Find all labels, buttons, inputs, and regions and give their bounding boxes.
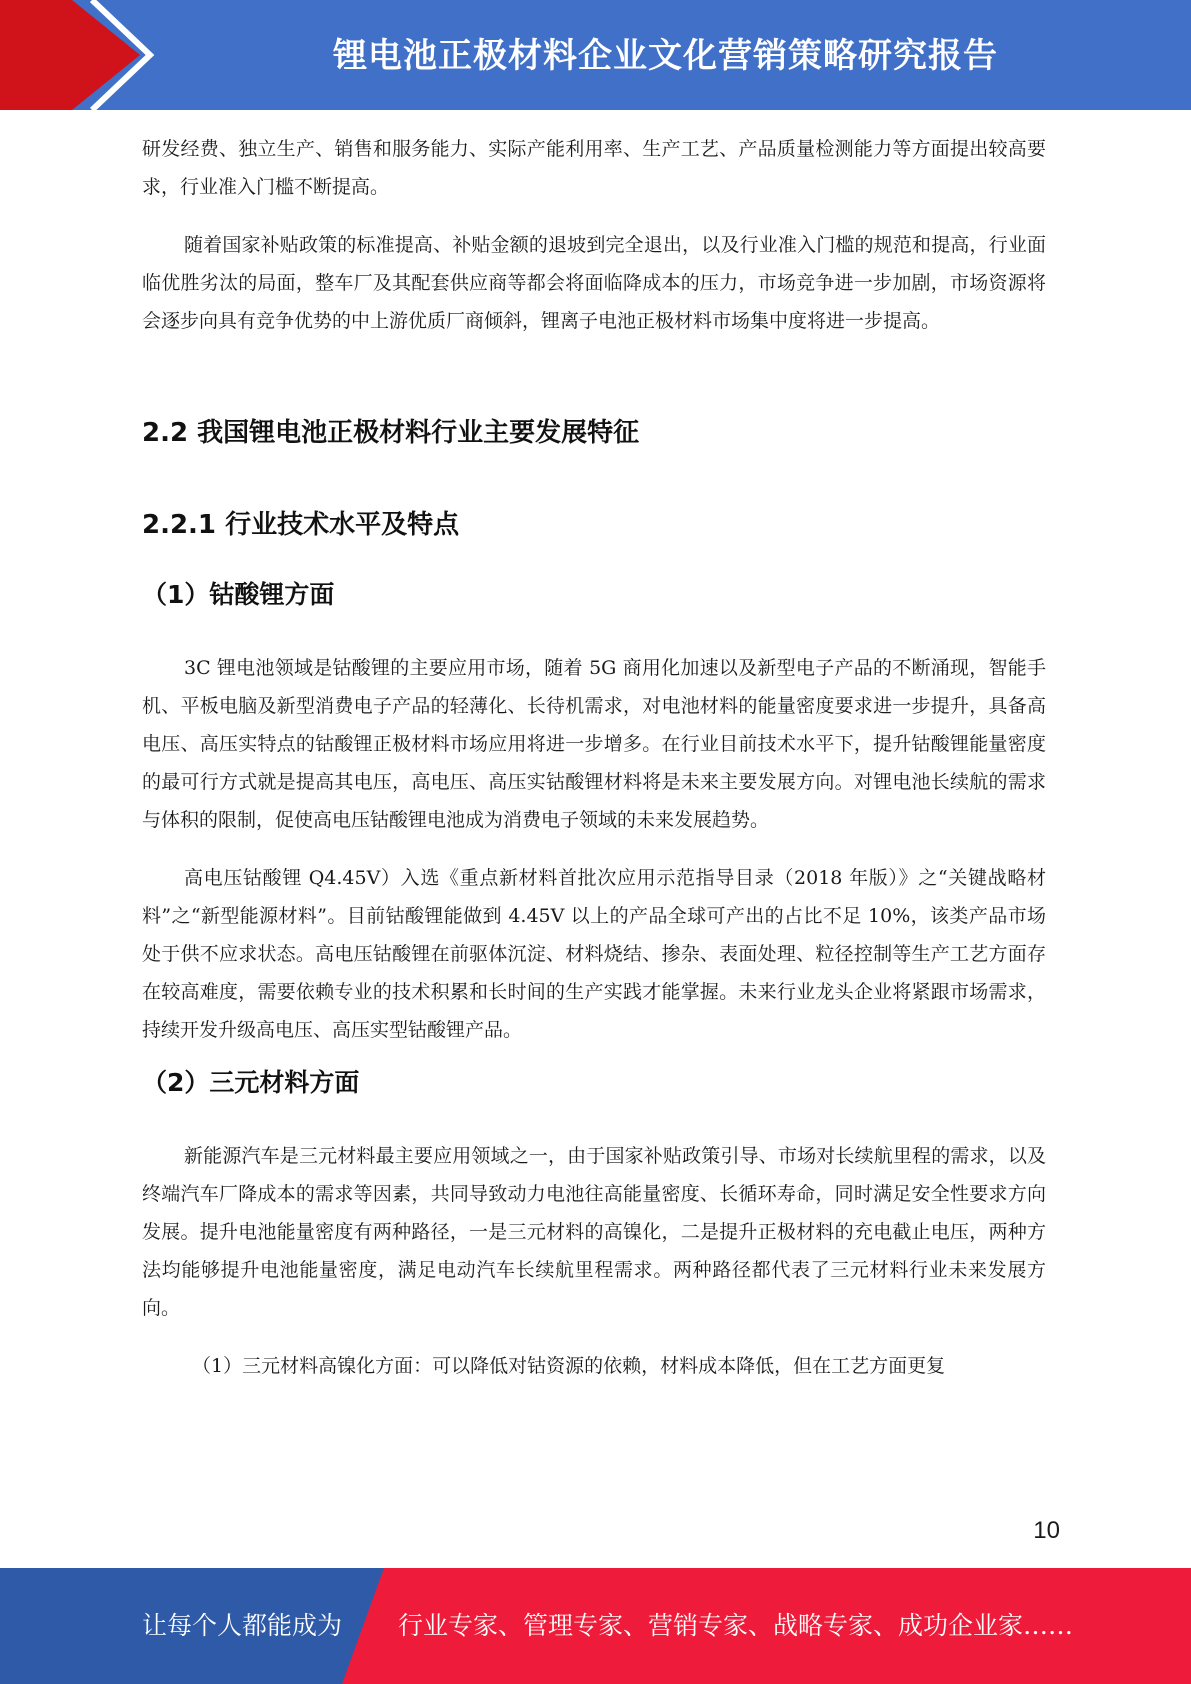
page-header [0, 0, 1191, 110]
paragraph: 研发经费、独立生产、销售和服务能力、实际产能利用率、生产工艺、产品质量检测能力等方面提出较高要求，行业准入门槛不断提高。 [142, 138, 1046, 198]
paragraph: 高电压钴酸锂 Q4.45V）入选《重点新材料首批次应用示范指导目录（2018 年版）》之“关键战略材料”之“新型能源材料”。目前钴酸锂能做到 4.45V 以上的产品全球可产出的占比不足 10%，该类产品市场处于供不应求状态。高电压钴酸锂在前驱体沉淀、材料烧结、掺杂、表面处理、粒径控制等生产工艺方面存在较高难度，需要依赖专业的技术积累和长时间的生产实践才能掌握。未来行业龙头企业将紧跟市场需求，持续开发升级高电压、高压实型钴酸锂产品。 [142, 867, 1046, 1041]
paragraph: 新能源汽车是三元材料最主要应用领域之一，由于国家补贴政策引导、市场对长续航里程的需求，以及终端汽车厂降成本的需求等因素，共同导致动力电池往高能量密度、长循环寿命，同时满足安全性要求方向发展。提升电池能量密度有两种路径，一是三元材料的高镍化，二是提升正极材料的充电截止电压，两种方法均能够提升电池能量密度，满足电动汽车长续航里程需求。两种路径都代表了三元材料行业未来发展方向。 [142, 1145, 1046, 1319]
subheading: （2）三元材料方面 [142, 1068, 360, 1097]
paragraph: （1）三元材料高镍化方面：可以降低对钴资源的依赖，材料成本降低，但在工艺方面更复 [192, 1355, 946, 1377]
subheading: （1）钴酸锂方面 [142, 580, 335, 609]
footer-slogan-left: 让每个人都能成为 [142, 1611, 343, 1640]
page-number: 10 [1033, 1517, 1060, 1544]
section-heading: 2.2 我国锂电池正极材料行业主要发展特征 [142, 418, 640, 448]
paragraph: 3C 锂电池领域是钴酸锂的主要应用市场，随着 5G 商用化加速以及新型电子产品的不断涌现，智能手机、平板电脑及新型消费电子产品的轻薄化、长待机需求，对电池材料的能量密度要求进一步提升，具备高电压、高压实特点的钴酸锂正极材料市场应用将进一步增多。在行业目前技术水平下，提升钴酸锂能量密度的最可行方式就是提高其电压，高电压、高压实钴酸锂材料将是未来主要发展方向。对锂电池长续航的需求与体积的限制，促使高电压钴酸锂电池成为消费电子领域的未来发展趋势。 [142, 657, 1046, 831]
page-content [142, 130, 1046, 1385]
page-footer [0, 1568, 1191, 1684]
subsection-heading: 2.2.1 行业技术水平及特点 [142, 510, 460, 540]
paragraph: 随着国家补贴政策的标准提高、补贴金额的退坡到完全退出，以及行业准入门槛的规范和提高，行业面临优胜劣汰的局面，整车厂及其配套供应商等都会将面临降成本的压力，市场竞争进一步加剧，市场资源将会逐步向具有竞争优势的中上游优质厂商倾斜，锂离子电池正极材料市场集中度将进一步提高。 [142, 234, 1046, 332]
report-title: 锂电池正极材料企业文化营销策略研究报告 [333, 36, 998, 76]
footer-slogan-right: 行业专家、管理专家、营销专家、战略专家、成功企业家…… [398, 1611, 1074, 1640]
